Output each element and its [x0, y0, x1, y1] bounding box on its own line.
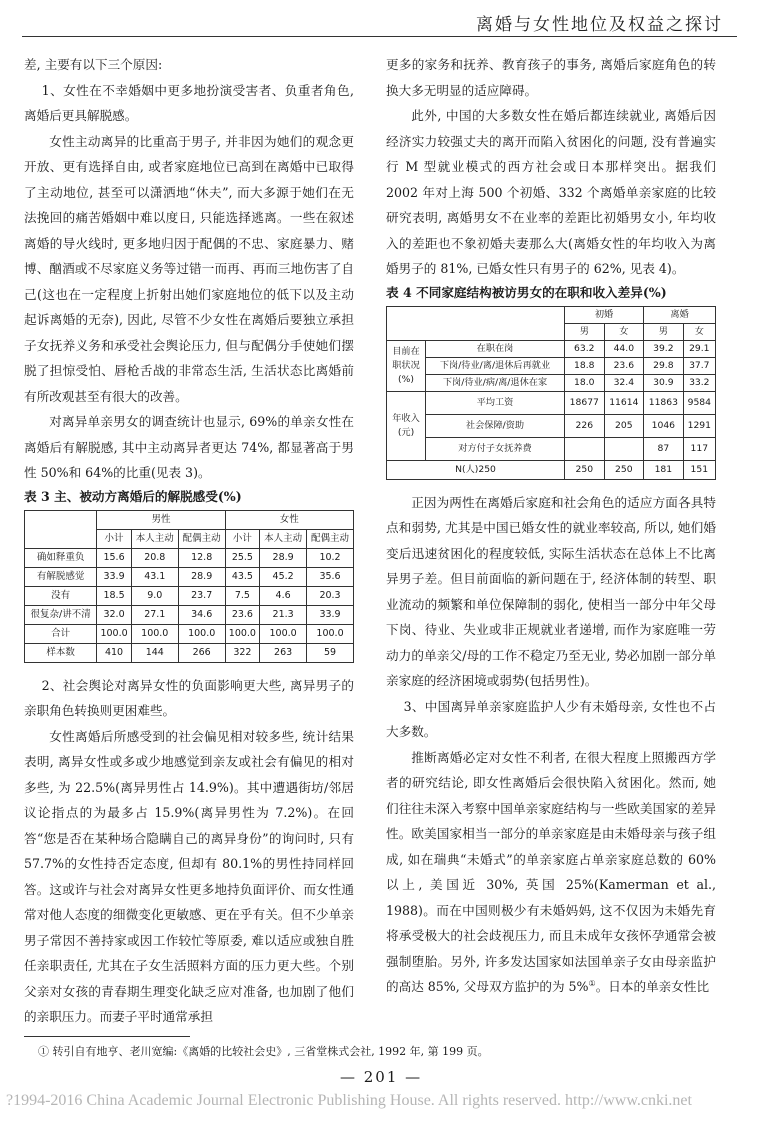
- table-column-header: 配偶主动: [307, 529, 354, 548]
- table-cell: 33.2: [683, 374, 715, 391]
- table-column-header: 小计: [225, 529, 260, 548]
- table-cell: 410: [97, 643, 132, 662]
- table-cell: 87: [644, 437, 684, 460]
- table-row: [387, 340, 716, 357]
- table-group-header: 初婚: [565, 306, 644, 323]
- row-group-label: 目前在职状况(%): [387, 340, 426, 391]
- table-cell: 18.0: [565, 374, 605, 391]
- table-cell: 100.0: [307, 624, 354, 643]
- table-cell: 205: [604, 414, 644, 437]
- footnote-marker: ①: [588, 978, 596, 988]
- table-cell: 100.0: [225, 624, 260, 643]
- table-column-header: 小计: [97, 529, 132, 548]
- table-cell: 45.2: [260, 567, 307, 586]
- footnote-rule: [24, 1036, 190, 1037]
- table-column-header: 本人主动: [260, 529, 307, 548]
- table-row: [25, 586, 354, 605]
- table-cell: 100.0: [178, 624, 225, 643]
- table-cell: 263: [260, 643, 307, 662]
- table-corner-cell: [25, 510, 97, 548]
- table-cell: 11614: [604, 391, 644, 414]
- table-cell: 9584: [683, 391, 715, 414]
- table-cell: 21.3: [260, 605, 307, 624]
- paragraph-text: 推断离婚必定对女性不利者, 在很大程度上照搬西方学者的研究结论, 即女性离婚后会很快陷入贫困化。然而, 她们往往未深入考察中国单亲家庭结构与一些欧美国家的差异性。欧美国家相当一部分的单亲家庭是由未婚母亲与孩子组成, 如在瑞典“未婚式”的单亲家庭占单亲家庭总数的 60% 以上, 美国近 30%, 英国 25%(Kamerman et al., 1988)。而在中国则极少有未婚妈妈, 这不仅因为未婚先育将承受极大的社会歧视压力, 而且未成年女孩怀孕通常会被强制堕胎。另外, 许多发达国家如法国单亲子女由母亲监护的高达 85%, 父母双方监护的为 5%: [386, 749, 716, 994]
- table-cell: 23.7: [178, 586, 225, 605]
- table-cell: 18677: [565, 391, 605, 414]
- row-group-label: 年收入(元): [387, 391, 426, 460]
- table-cell: 100.0: [131, 624, 178, 643]
- right-column: [386, 52, 716, 1000]
- table-row: [25, 643, 354, 662]
- table-row: [387, 460, 716, 479]
- row-label: 样本数: [25, 643, 97, 662]
- table-row: [387, 391, 716, 414]
- row-label: N(人)250: [387, 460, 565, 479]
- row-label: 确如释重负: [25, 548, 97, 567]
- table-column-header: 本人主动: [131, 529, 178, 548]
- table-cell: [565, 437, 605, 460]
- row-label: 很复杂/讲不清: [25, 605, 97, 624]
- table3-caption: 表 3 主、被动方离婚后的解脱感受(%): [24, 488, 242, 504]
- table-cell: 20.3: [307, 586, 354, 605]
- table-cell: 33.9: [97, 567, 132, 586]
- table-cell: 25.5: [225, 548, 260, 567]
- table-cell: 28.9: [260, 548, 307, 567]
- table-cell: 181: [644, 460, 684, 479]
- paragraph: 对离异单亲男女的调查统计也显示, 69%的单亲女性在离婚后有解脱感, 其中主动离异者更达 74%, 都显著高于男性 50%和 64%的比重(见表 3)。: [24, 414, 354, 480]
- table-cell: 35.6: [307, 567, 354, 586]
- table-cell: 34.6: [178, 605, 225, 624]
- table-cell: 266: [178, 643, 225, 662]
- table-group-header: 离婚: [644, 306, 716, 323]
- table-cell: 18.5: [97, 586, 132, 605]
- table-cell: 32.4: [604, 374, 644, 391]
- table-corner-cell: [387, 306, 565, 340]
- table-cell: 43.5: [225, 567, 260, 586]
- table3: [24, 510, 354, 663]
- table-cell: 43.1: [131, 567, 178, 586]
- table-cell: 100.0: [260, 624, 307, 643]
- table-cell: 59: [307, 643, 354, 662]
- table-cell: 33.9: [307, 605, 354, 624]
- table-cell: 151: [683, 460, 715, 479]
- paragraph: 女性主动离异的比重高于男子, 并非因为她们的观念更开放、更有选择自由, 或者家庭地位已高到在离婚中已取得了主动地位, 甚至可以潇洒地“休夫”, 而大多源于她们在无法挽回的痛苦婚姻中难以度日, 只能选择逃离。一些在叙述离婚的导火线时, 更多地归因于配偶的不忠、家庭暴力、赌博、酗酒或不尽家庭义务等过错一而再、再而三地伤害了自己(这也在一定程度上折射出她们家庭地位的低下以及主动起诉离婚的无奈), 因此, 尽管不少女性在离婚后要独立承担子女抚养义务和承受社会舆论压力, 但与配偶分手使她们摆脱了担惊受怕、唇枪舌战的非常态生活, 生活状态比离婚前有所改观甚至有很大的改善。: [24, 133, 354, 404]
- table-cell: 10.2: [307, 548, 354, 567]
- row-label: 社会保障/资助: [426, 414, 565, 437]
- table-column-header: 男: [644, 323, 684, 340]
- table-cell: 29.1: [683, 340, 715, 357]
- row-label: 在职在岗: [426, 340, 565, 357]
- table-cell: 250: [604, 460, 644, 479]
- table-header-row: [25, 510, 354, 529]
- row-label: 下岗/待业/病/离/退休在家: [426, 374, 565, 391]
- row-label: 对方付子女抚养费: [426, 437, 565, 460]
- table-cell: 44.0: [604, 340, 644, 357]
- table-cell: 11863: [644, 391, 684, 414]
- paragraph: 此外, 中国的大多数女性在婚后都连续就业, 离婚后因经济实力较强丈夫的离开而陷入贫困化的问题, 没有普遍实行 M 型就业模式的西方社会或日本那样突出。据我们 2002 年对上海 500 个初婚、332 个离婚单亲家庭的比较研究表明, 离婚男女不在业率的差距比初婚男女小, 年均收入的差距也不象初婚夫妻那么大(离婚女性的年均收入为离婚男子的 81%, 已婚女性只有男子的 62%, 见表 4)。: [386, 108, 716, 276]
- table-cell: 250: [565, 460, 605, 479]
- table-column-header: 配偶主动: [178, 529, 225, 548]
- table-cell: 7.5: [225, 586, 260, 605]
- table-cell: 20.8: [131, 548, 178, 567]
- table-cell: 1046: [644, 414, 684, 437]
- table-cell: 18.8: [565, 357, 605, 374]
- table-cell: 29.8: [644, 357, 684, 374]
- table-cell: 12.8: [178, 548, 225, 567]
- table-cell: 30.9: [644, 374, 684, 391]
- table-row: [25, 624, 354, 643]
- table-cell: [604, 437, 644, 460]
- section-heading: 2、社会舆论对离异女性的负面影响更大些, 离异男子的亲职角色转换则更困难些。: [24, 677, 354, 718]
- row-label: 平均工资: [426, 391, 565, 414]
- paragraph-text: 。日本的单亲女性比: [595, 979, 710, 994]
- footnote: ① 转引自有地亨、老川宽编:《离婚的比较社会史》, 三省堂株式会社, 1992 年, 第 199 页。: [38, 1045, 489, 1058]
- table-cell: 322: [225, 643, 260, 662]
- table-cell: 63.2: [565, 340, 605, 357]
- table-column-header: 女: [604, 323, 644, 340]
- paragraph: 正因为两性在离婚后家庭和社会角色的适应方面各具特点和弱势, 尤其是中国已婚女性的就业率较高, 所以, 她们婚变后迅速贫困化的程度较低, 实际生活状态在总体上不比离异男子差。但目前面临的新问题在于, 经济体制的转型、职业流动的频繁和单位保障制的弱化, 使相当一部分中年父母下岗、待业、失业或非正规就业者递增, 而作为家庭唯一劳动力的单亲父/母的工作不稳定乃至无业, 势必加剧一部分单亲家庭的经济困境或弱势(包括男性)。: [386, 494, 716, 688]
- table-cell: 9.0: [131, 586, 178, 605]
- running-header-title: 离婚与女性地位及权益之探讨: [476, 15, 723, 35]
- header-rule: [22, 36, 737, 37]
- table-row: [387, 414, 716, 437]
- paragraph: 女性离婚后所感受到的社会偏见相对较多些, 统计结果表明, 离异女性或多或少地感觉到亲友或社会有偏见的相对多些, 为 22.5%(离异男性占 14.9%)。其中遭遇街坊/邻居议论指点的为最多占 15.9%(离异男性为 7.2%)。在回答“您是否在某种场合隐瞒自己的离异身份”的询问时, 只有 57.7%的女性持否定态度, 但却有 80.1%的男性持同样回答。这或许与社会对离异女性更多地持负面评价、而女性通常对他人态度的细微变化更敏感、更在乎有关。但不少单亲男子常因不善持家或因工作较忙等原委, 难以适应或独自胜任亲职责任, 尤其在子女生活照料方面的压力更大些。个别父亲对女孩的青春期生理变化缺乏应对准备, 也加剧了他们的亲职压力。而妻子平时通常承担: [24, 728, 354, 1024]
- table-row: [25, 548, 354, 567]
- copyright-watermark: ?1994-2016 China Academic Journal Electronic Publishing House. All rights reserved. http://www.cnki.net: [6, 1092, 692, 1109]
- page-number: — 201 —: [340, 1068, 423, 1086]
- table-cell: 144: [131, 643, 178, 662]
- table-cell: 23.6: [604, 357, 644, 374]
- section-heading: 3、中国离异单亲家庭监护人少有未婚母亲, 女性也不占大多数。: [386, 698, 716, 739]
- table-group-header: 女性: [225, 510, 353, 529]
- paragraph: 更多的家务和抚养、教育孩子的事务, 离婚后家庭角色的转换大多无明显的适应障碍。: [386, 57, 716, 98]
- table-cell: 28.9: [178, 567, 225, 586]
- table-cell: 4.6: [260, 586, 307, 605]
- table-header-row: [387, 306, 716, 323]
- table-row: [387, 374, 716, 391]
- table-cell: 1291: [683, 414, 715, 437]
- table-cell: 27.1: [131, 605, 178, 624]
- table-cell: 32.0: [97, 605, 132, 624]
- table-row: [387, 357, 716, 374]
- table-cell: 226: [565, 414, 605, 437]
- table-cell: 37.7: [683, 357, 715, 374]
- table4-caption: 表 4 不同家庭结构被访男女的在职和收入差异(%): [386, 284, 667, 300]
- row-label: 有解脱感觉: [25, 567, 97, 586]
- table-column-header: 女: [683, 323, 715, 340]
- table-cell: 39.2: [644, 340, 684, 357]
- row-label: 下岗/待业/离/退休后再就业: [426, 357, 565, 374]
- table-column-header: 男: [565, 323, 605, 340]
- table-row: [25, 567, 354, 586]
- row-label: 没有: [25, 586, 97, 605]
- table-cell: 100.0: [97, 624, 132, 643]
- left-column: [24, 52, 354, 1030]
- table-cell: 117: [683, 437, 715, 460]
- section-heading: 1、女性在不幸婚姻中更多地扮演受害者、负重者角色, 离婚后更具解脱感。: [24, 82, 354, 123]
- table-row: [25, 605, 354, 624]
- table-cell: 15.6: [97, 548, 132, 567]
- paragraph: 差, 主要有以下三个原因:: [24, 57, 163, 72]
- table-group-header: 男性: [97, 510, 225, 529]
- row-label: 合计: [25, 624, 97, 643]
- table-cell: 23.6: [225, 605, 260, 624]
- paragraph: [386, 745, 716, 1000]
- table-row: [387, 437, 716, 460]
- table4: [386, 306, 716, 480]
